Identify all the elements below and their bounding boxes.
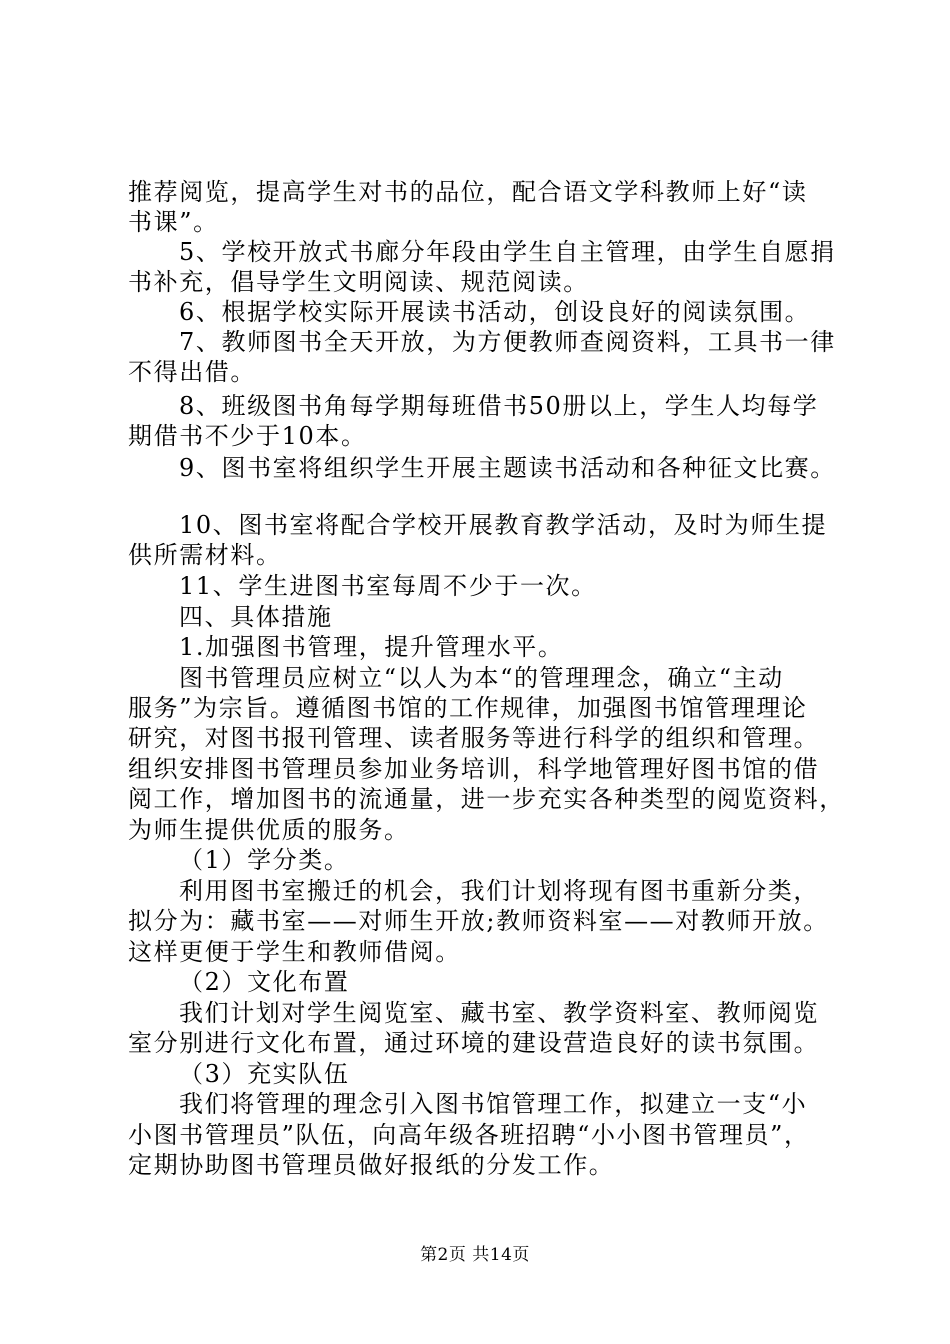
text-line: 为师生提供优质的服务。 — [128, 816, 410, 844]
text-line: 不得出借。 — [128, 358, 256, 386]
item-heading: （1）学分类。 — [179, 846, 350, 874]
text-line: 定期协助图书管理员做好报纸的分发工作。 — [128, 1151, 615, 1179]
text-line: 研究，对图书报刊管理、读者服务等进行科学的组织和管理。 — [128, 724, 820, 752]
text-line: 推荐阅览，提高学生对书的品位，配合语文学科教师上好“读 — [128, 178, 808, 206]
text-line: 10、图书室将配合学校开展教育教学活动，及时为师生提 — [179, 511, 828, 539]
text-line: 书补充，倡导学生文明阅读、规范阅读。 — [128, 268, 589, 296]
item-heading: （2）文化布置 — [179, 968, 350, 996]
text-line: 期借书不少于10本。 — [128, 422, 367, 450]
text-line: 服务”为宗旨。遵循图书馆的工作规律，加强图书馆管理理论 — [128, 694, 808, 722]
text-line: 室分别进行文化布置，通过环境的建设营造良好的读书氛围。 — [128, 1029, 820, 1057]
text-line: 组织安排图书管理员参加业务培训，科学地管理好图书馆的借 — [128, 755, 820, 783]
text-line: 11、学生进图书室每周不少于一次。 — [179, 572, 597, 600]
item-heading: （3）充实队伍 — [179, 1060, 350, 1088]
text-line: 我们计划对学生阅览室、藏书室、教学资料室、教师阅览 — [179, 999, 819, 1027]
subsection-heading: 1.加强图书管理，提升管理水平。 — [179, 633, 564, 661]
text-line: 拟分为：藏书室——对师生开放;教师资料室——对教师开放。 — [128, 907, 829, 935]
text-line: 图书管理员应树立“以人为本“的管理理念，确立“主动 — [179, 664, 784, 692]
text-line: 5、学校开放式书廊分年段由学生自主管理，由学生自愿捐 — [179, 238, 836, 266]
text-line: 阅工作，增加图书的流通量，进一步充实各种类型的阅览资料， — [128, 785, 845, 813]
section-heading: 四、具体措施 — [179, 603, 333, 631]
text-line: 9、图书室将组织学生开展主题读书活动和各种征文比赛。 — [179, 454, 836, 482]
page-number-footer: 第2页 共14页 — [420, 1245, 530, 1265]
text-line: 供所需材料。 — [128, 541, 282, 569]
text-line: 利用图书室搬迁的机会，我们计划将现有图书重新分类， — [179, 877, 819, 905]
text-line: 6、根据学校实际开展读书活动，创设良好的阅读氛围。 — [179, 298, 811, 326]
text-line: 这样更便于学生和教师借阅。 — [128, 938, 461, 966]
text-line: 8、班级图书角每学期每班借书50册以上，学生人均每学 — [179, 392, 819, 420]
text-line: 书课”。 — [128, 208, 219, 236]
text-line: 小图书管理员”队伍，向高年级各班招聘“小小图书管理员”， — [128, 1121, 810, 1149]
text-line: 我们将管理的理念引入图书馆管理工作，拟建立一支“小 — [179, 1090, 808, 1118]
text-line: 7、教师图书全天开放，为方便教师查阅资料，工具书一律 — [179, 328, 836, 356]
